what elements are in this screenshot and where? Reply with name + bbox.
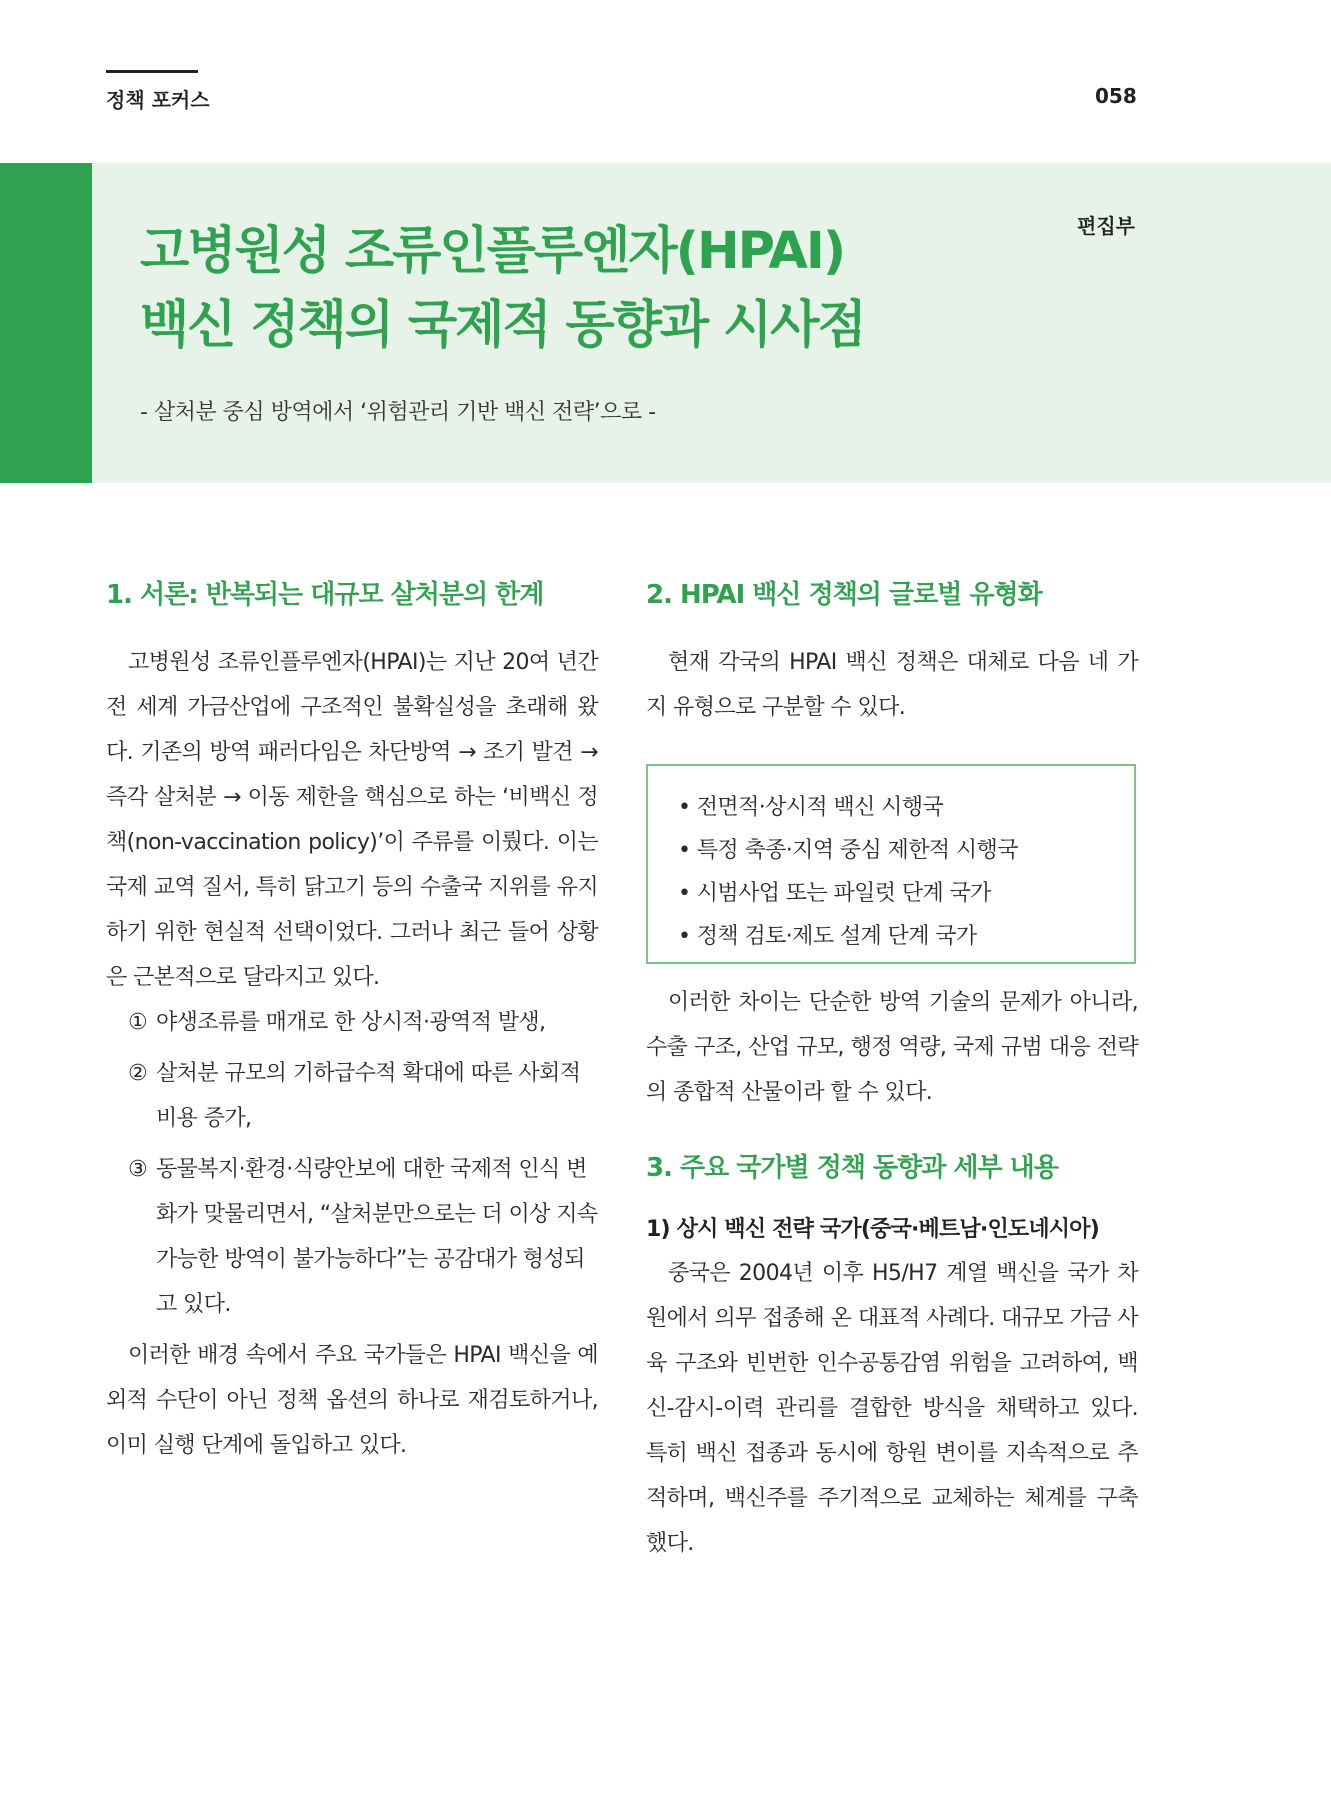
list-item: • 특정 축종·지역 중심 제한적 시행국 [678, 838, 1018, 863]
right-column-bottom [646, 980, 1138, 1566]
left-column [106, 578, 598, 1468]
list-item-text: 동물복지·환경·식량안보에 대한 국제적 인식 변화가 맞물리면서, “살처분만으로는 더 이상 지속 가능한 방역이 불가능하다”는 공감대가 형성되고 있다. [156, 1157, 598, 1317]
section-heading-1: 1. 서론: 반복되는 대규모 살처분의 한계 [106, 580, 544, 610]
section-heading-2: 2. HPAI 백신 정책의 글로벌 유형화 [646, 580, 1042, 610]
header-rule [106, 70, 198, 73]
banner-accent-bar [0, 163, 92, 483]
list-item-number: ② [128, 1061, 148, 1086]
section-label: 정책 포커스 [106, 88, 210, 112]
section-heading-3: 3. 주요 국가별 정책 동향과 세부 내용 [646, 1153, 1058, 1183]
page-number: 058 [1095, 84, 1137, 108]
author: 편집부 [1077, 214, 1135, 238]
list-item: • 정책 검토·제도 설계 단계 국가 [678, 924, 977, 949]
subsection-heading: 1) 상시 백신 전략 국가(중국·베트남·인도네시아) [646, 1217, 1099, 1242]
policy-types-box [646, 764, 1136, 964]
list-item: • 시범사업 또는 파일럿 단계 국가 [678, 881, 991, 906]
list-item-text: 야생조류를 매개로 한 상시적·광역적 발생, [156, 1010, 546, 1035]
list-item-number: ③ [128, 1157, 148, 1182]
right-column-top [646, 578, 1138, 730]
article-subtitle: - 살처분 중심 방역에서 ‘위험관리 기반 백신 전략’으로 - [140, 400, 656, 425]
difference-paragraph: 이러한 차이는 단순한 방역 기술의 문제가 아니라, 수출 구조, 산업 규모, 행정 역량, 국제 규범 대응 전략의 종합적 산물이라 할 수 있다. [646, 990, 1138, 1105]
list-item-text: 살처분 규모의 기하급수적 확대에 따른 사회적 비용 증가, [156, 1061, 581, 1131]
title-line-2: 백신 정책의 국제적 동향과 시사점 [140, 296, 865, 355]
list-item [128, 1051, 598, 1141]
list-item [128, 1000, 598, 1045]
china-paragraph: 중국은 2004년 이후 H5/H7 계열 백신을 국가 차원에서 의무 접종해 온 대표적 사례다. 대규모 가금 사육 구조와 빈번한 인수공통감염 위험을 고려하여, 백신-감시-이력 관리를 결합한 방식을 채택하고 있다. 특히 백신 접종과 동시에 항원 변이를 지속적으로 추적하며, 백신주를 주기적으로 교체하는 체계를 구축했다. [646, 1261, 1138, 1556]
background-paragraph: 이러한 배경 속에서 주요 국가들은 HPAI 백신을 예외적 수단이 아닌 정책 옵션의 하나로 재검토하거나, 이미 실행 단계에 돌입하고 있다. [106, 1343, 598, 1458]
list-item [128, 1147, 598, 1327]
list-item: • 전면적·상시적 백신 시행국 [678, 795, 944, 820]
list-item-number: ① [128, 1010, 148, 1035]
title-line-1: 고병원성 조류인플루엔자(HPAI) [140, 222, 845, 281]
article-title [140, 215, 865, 363]
types-intro-paragraph: 현재 각국의 HPAI 백신 정책은 대체로 다음 네 가지 유형으로 구분할 수 있다. [646, 650, 1138, 720]
intro-paragraph: 고병원성 조류인플루엔자(HPAI)는 지난 20여 년간 전 세계 가금산업에 구조적인 불확실성을 초래해 왔다. 기존의 방역 패러다임은 차단방역 → 조기 발견 → 즉각 살처분 → 이동 제한을 핵심으로 하는 ‘비백신 정책(non-vaccination policy)’이 주류를 이뤘다. 이는 국제 교역 질서, 특히 닭고기 등의 수출국 지위를 유지하기 위한 현실적 선택이었다. 그러나 최근 들어 상황은 근본적으로 달라지고 있다. [106, 650, 598, 990]
